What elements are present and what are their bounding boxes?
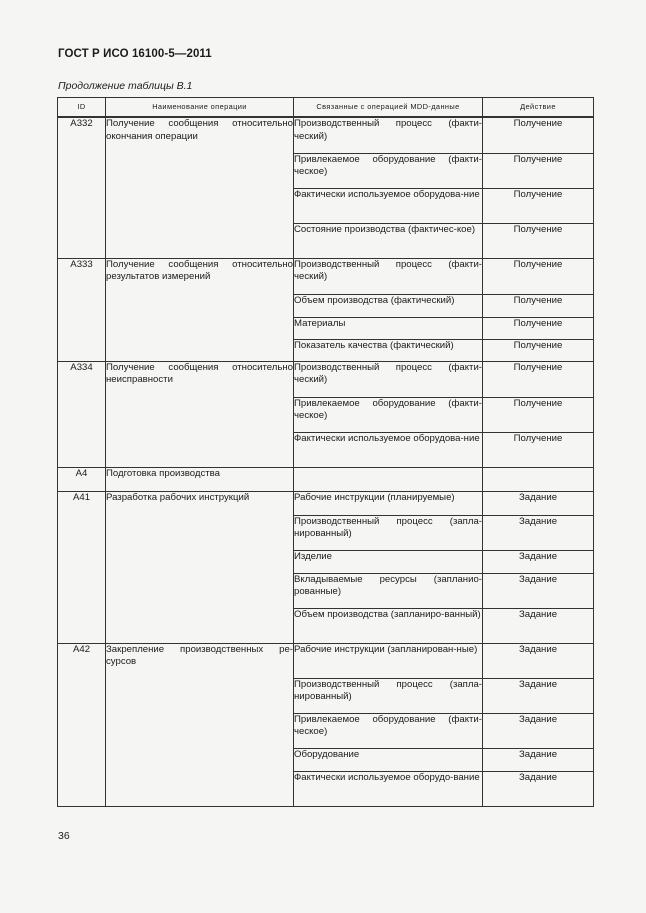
action-cell bbox=[483, 467, 594, 491]
operation-name-cell: Получение сообщения относительно результатов измерений bbox=[106, 258, 294, 361]
mdd-data-cell: Производственный процесс (факти-ческий) bbox=[294, 361, 483, 397]
operation-name-cell: Разработка рабочих инструкций bbox=[106, 491, 294, 643]
mdd-data-cell: Производственный процесс (факти-ческий) bbox=[294, 117, 483, 153]
action-cell: Задание bbox=[483, 491, 594, 515]
table-row bbox=[58, 361, 594, 397]
mdd-data-cell: Рабочие инструкции (запланирован-ные) bbox=[294, 643, 483, 678]
mdd-data-cell: Состояние производства (фактичес-кое) bbox=[294, 223, 483, 258]
action-cell: Получение bbox=[483, 117, 594, 153]
action-cell: Получение bbox=[483, 188, 594, 223]
operation-name-cell: Получение сообщения относительно окончания операции bbox=[106, 117, 294, 258]
action-cell: Задание bbox=[483, 515, 594, 550]
column-header-operation: Наименование операции bbox=[106, 98, 294, 118]
action-cell: Задание bbox=[483, 771, 594, 806]
action-cell: Получение bbox=[483, 258, 594, 294]
operation-name-cell: Подготовка производства bbox=[106, 467, 294, 491]
operation-id-cell: A41 bbox=[58, 491, 106, 643]
column-header-mdd: Связанные с операцией MDD-данные bbox=[294, 98, 483, 118]
action-cell: Получение bbox=[483, 294, 594, 317]
mdd-data-cell: Рабочие инструкции (планируемые) bbox=[294, 491, 483, 515]
mdd-data-cell: Производственный процесс (факти-ческий) bbox=[294, 258, 483, 294]
mdd-data-cell: Фактически используемое оборудова-ние bbox=[294, 432, 483, 467]
action-cell: Задание bbox=[483, 748, 594, 771]
mdd-data-cell: Объем производства (фактический) bbox=[294, 294, 483, 317]
action-cell: Получение bbox=[483, 397, 594, 432]
document-title: ГОСТ Р ИСО 16100-5—2011 bbox=[58, 48, 212, 60]
action-cell: Задание bbox=[483, 678, 594, 713]
action-cell: Получение bbox=[483, 432, 594, 467]
mdd-data-cell: Вкладываемые ресурсы (запланио-рованные) bbox=[294, 573, 483, 608]
mdd-data-cell: Фактически используемое оборудова-ние bbox=[294, 188, 483, 223]
operation-name-cell: Получение сообщения относительно неисправности bbox=[106, 361, 294, 467]
action-cell: Задание bbox=[483, 608, 594, 643]
page-number: 36 bbox=[58, 830, 70, 842]
action-cell: Получение bbox=[483, 223, 594, 258]
table-body bbox=[58, 117, 594, 806]
mdd-data-cell: Привлекаемое оборудование (факти-ческое) bbox=[294, 153, 483, 188]
mdd-data-cell: Производственный процесс (запла-нированный) bbox=[294, 678, 483, 713]
table-caption: Продолжение таблицы В.1 bbox=[58, 80, 193, 92]
operation-id-cell: A4 bbox=[58, 467, 106, 491]
table-header-row bbox=[58, 98, 594, 118]
table-row bbox=[58, 117, 594, 153]
table-row bbox=[58, 643, 594, 678]
operation-id-cell: A332 bbox=[58, 117, 106, 258]
table-row bbox=[58, 491, 594, 515]
mdd-data-cell: Материалы bbox=[294, 317, 483, 339]
mdd-data-cell: Изделие bbox=[294, 550, 483, 573]
operations-table bbox=[57, 97, 594, 807]
operation-id-cell: A334 bbox=[58, 361, 106, 467]
action-cell: Задание bbox=[483, 643, 594, 678]
table-row bbox=[58, 258, 594, 294]
table-row bbox=[58, 467, 594, 491]
column-header-id: ID bbox=[58, 98, 106, 118]
action-cell: Задание bbox=[483, 573, 594, 608]
mdd-data-cell: Привлекаемое оборудование (факти-ческое) bbox=[294, 713, 483, 748]
action-cell: Получение bbox=[483, 153, 594, 188]
operation-name-cell: Закрепление производственных ре-сурсов bbox=[106, 643, 294, 806]
operation-id-cell: A333 bbox=[58, 258, 106, 361]
column-header-action: Действие bbox=[483, 98, 594, 118]
mdd-data-cell bbox=[294, 467, 483, 491]
mdd-data-cell: Производственный процесс (запла-нированный) bbox=[294, 515, 483, 550]
action-cell: Задание bbox=[483, 550, 594, 573]
action-cell: Получение bbox=[483, 361, 594, 397]
operation-id-cell: A42 bbox=[58, 643, 106, 806]
mdd-data-cell: Оборудование bbox=[294, 748, 483, 771]
action-cell: Получение bbox=[483, 339, 594, 361]
action-cell: Получение bbox=[483, 317, 594, 339]
mdd-data-cell: Привлекаемое оборудование (факти-ческое) bbox=[294, 397, 483, 432]
mdd-data-cell: Объем производства (запланиро-ванный) bbox=[294, 608, 483, 643]
mdd-data-cell: Показатель качества (фактический) bbox=[294, 339, 483, 361]
mdd-data-cell: Фактически используемое оборудо-вание bbox=[294, 771, 483, 806]
action-cell: Задание bbox=[483, 713, 594, 748]
